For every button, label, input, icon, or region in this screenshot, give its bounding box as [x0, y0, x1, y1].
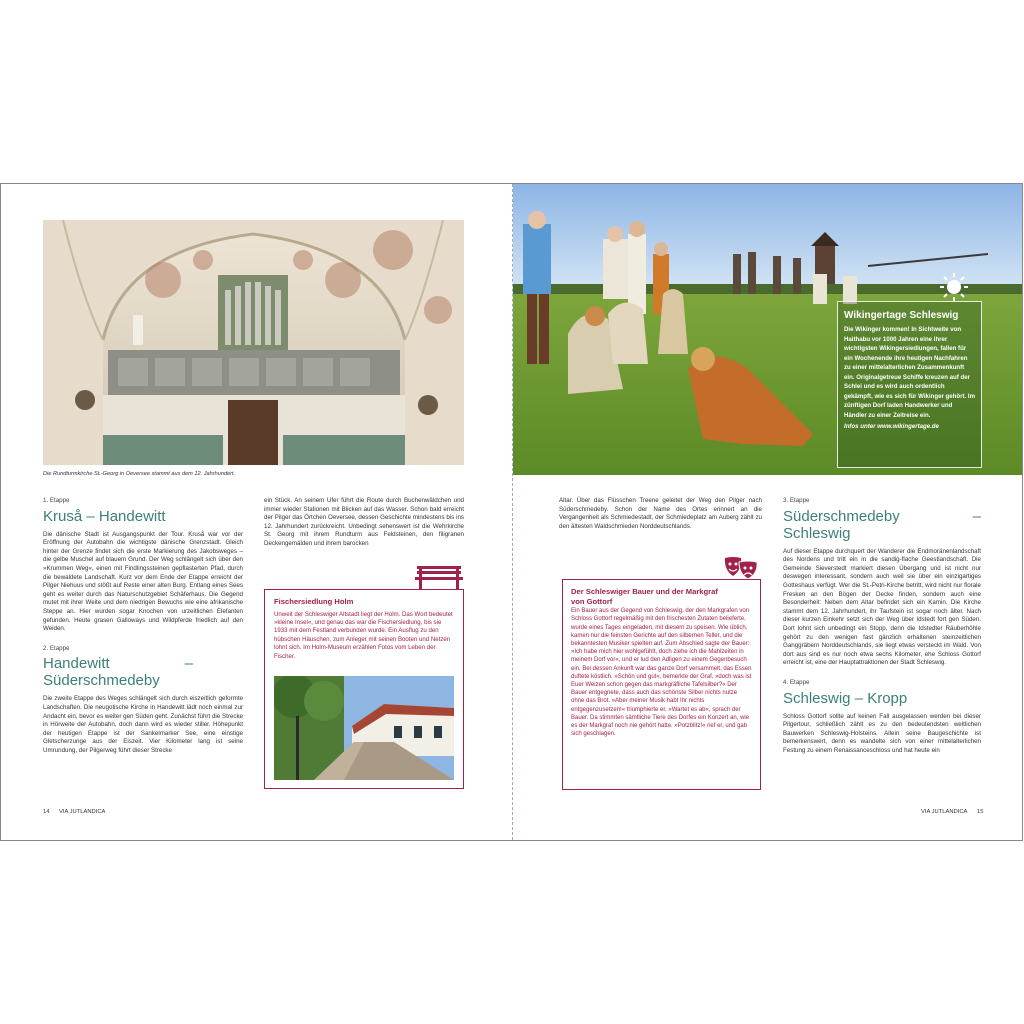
- stage-1-label: 1. Etappe: [43, 497, 70, 504]
- photo-caption: Die Rundturmkirche St.-Georg in Oeversee stammt aus dem 12. Jahrhundert.: [43, 471, 236, 477]
- right-column-2: [783, 497, 981, 755]
- holm-photo: [274, 676, 454, 780]
- left-running-head: VIA JUTLANDICA: [59, 809, 106, 815]
- right-column-1: [559, 497, 762, 531]
- stage-1-text: Die dänische Stadt ist Ausgangspunkt der Tour. Kruså war vor der Eröffnung der Autobahn die wichtigste dänische Grenzstadt. Gleich hinter der Grenze findet sich die erste Markierung des Jakobsweges – die gelbe Muschel auf blauem Grund. Der Weg schlängelt sich über den »Krummen Weg«, einen mit Findlingssteinen gepflasterten Pfad, durch die bewaldete Landschaft. Kurz vor dem Ende der Etappe erreicht der Pilger Niehuus und stößt auf Reste einer alten Burg. Entlang eines Sees geht es weiter durch das Naturschutzgebiet Schäferhaus. Die Gegend mutet mit ihrer Weite und dem niedrigen Bewuchs wie eine afrikanische Steppe an. Hier wurden sogar Knochen von urzeitlichen Elefanten gefunden. Heute grasen Galloways und Wildpferde friedlich auf den Weiden.: [43, 530, 243, 633]
- left-page-number: 14: [43, 809, 50, 815]
- right-running-head: VIA JUTLANDICA: [921, 809, 968, 815]
- info-box-holm: [264, 589, 464, 789]
- stage-4-text: Schloss Gottorf sollte auf keinen Fall ausgelassen werden bei dieser Pilgertour, schließlich zählt es zu den bedeutendsten weltlichen Bauwerken Schleswig-Holsteins. Allein seine Baugeschichte ist bemerkenswert, denn es wandelte sich von einer mittelalterlichen Festung zu einem Renaissanceschloss und hat heute ein: [783, 712, 981, 754]
- book-spread: [0, 183, 1023, 841]
- right-column-1-text: Altar. Über das Flüsschen Treene geleitet der Weg den Pilger nach Süderschmedeby. Schon der Name des Ortes erinnert an die Vergangenheit als Schmiedestadt, der Schmiedeplatz am Auberg zählt zu den ältesten Waldschmieden Norddeutschlands.: [559, 497, 762, 530]
- overlay-title: Wikingertage Schleswig: [844, 310, 959, 321]
- overlay-info: Infos unter www.wikingertage.de: [844, 423, 939, 430]
- stage-1-title: Kruså – Handewitt: [43, 507, 166, 525]
- box-text: Unweit der Schleswiger Altstadt liegt der Holm. Das Wort bedeutet »kleine Insel«, und genau das war die Fischersiedlung, bis sie 1933 mit dem Festland verbunden wurde. Ein Ausflug zu den hübschen Häuschen, zum Anleger mit seinen Booten und Netzen lohnt sich. Im Holm-Museum erzählen Fotos vom Leben der Fischer.: [274, 610, 453, 660]
- left-column-2: [264, 497, 464, 549]
- sun-icon: [939, 272, 969, 302]
- overlay-text: Die Wikinger kommen! In Sichtweite von Haithabu vor 1000 Jahren eine ihrer wichtigsten Wikingersiedlungen, fallen für ein Wochenende ihre heutigen Nachfahren zu einer mittelalterlichen Zusammenkunft ein. Originalgetreue Schiffe kreuzen auf der Schlei und es wird auch ordentlich gekämpft, wie es sich für Wikinger gehört. Im zünftigen Dorf laden Handwerker und Händler zu einer Zeitreise ein.: [844, 326, 975, 419]
- stage-3-text: Auf dieser Etappe durchquert der Wanderer die Endmoränenlandschaft des Nordens und tritt ein in die sandig-flache Geestlandschaft. Die Gemeinde Sieverstedt markiert diesen Übergang und ist nicht nur deswegen interessant, sondern auch weil sie über ein einzigartiges Gotteshaus verfügt. Wer die St.-Petri-Kirche betritt, wird nicht nur florale Fresken an den Bögen der Decke finden, sondern auch eine Besonderheit: Neben dem Altar befindet sich ein Kamin. Die Kirche stammt dem 12. Jahrhundert, ihr Taufstein ist sogar noch älter. Nach dieser kurzen Einkehr setzt sich der Weg über Idstedt fort gen Süden. Dort lohnt sich unbedingt ein Stopp, denn die Idstedter Räuberhöhle gehört zu den wenigen fast gänzlich erhaltenen steinzeitlichen Ganggräbern Norddeutschlands, sie liegt etwas versteckt im Wald. Von dort aus sind es nur noch etwa sechs Kilometer, ehe Schloss Gottorf erreicht ist, eine der Hauptattraktionen der Stadt Schleswig.: [783, 547, 981, 667]
- left-column-1: [43, 497, 243, 755]
- stage-3-title: Süderschmedeby – Schleswig: [783, 507, 981, 542]
- stage-2-label: 2. Etappe: [43, 644, 70, 652]
- bench-icon: [415, 564, 463, 590]
- right-page-number: 15: [977, 809, 984, 815]
- stage-3-label: 3. Etappe: [783, 497, 810, 504]
- column-2-text: ein Stück. An seinem Ufer führt die Route durch Buchenwäldchen und immer wieder Stationen mit Blicken auf das Wasser. Schon bald erreicht der Pilger das Örtchen Oeversee, dessen Geschichte mindestens bis ins 12. Jahrhundert zurückreicht. Unbedingt sehenswert ist die Wehrkirche St. Georg mit ihrem Rundturm aus Feldsteinen, den filigranen Deckengemälden und ihrem barocken: [264, 497, 464, 547]
- church-interior-image: [43, 220, 464, 465]
- stage-4-label: 4. Etappe: [783, 678, 810, 686]
- church-photo: [43, 220, 464, 465]
- box-title: Fischersiedlung Holm: [274, 597, 354, 606]
- stage-4-title: Schleswig – Kropp: [783, 689, 908, 707]
- info-box-bauer: [562, 579, 761, 790]
- theater-masks-icon: [723, 556, 759, 580]
- box-title: Der Schleswiger Bauer und der Markgraf von Gottorf: [571, 587, 718, 606]
- vikingertage-overlay: [837, 301, 982, 468]
- box-text: Ein Bauer aus der Gegend von Schleswig, der den Markgrafen von Schloss Gottorf regelmäßig mit den frischesten Zutaten belieferte, wurde eines Tages eingeladen, mit diesem zu speisen. Wie üblich, kamen nur die feinsten Gerichte auf den silbernen Teller, und die bekanntesten Musiker spielten auf. Zum Abschied sagte der Bauer: »Ich habe mich hier wohlgefühlt, doch ziehe ich die Mahlzeiten in meinem Dorf vor«, und er lud den Adligen zu einem Gegenbesuch ein. Bei dessen Ankunft war das ganze Dorf versammelt, das Essen duftete köstlich. »Schön und gut«, bemerkte der Graf, »doch was ist Euer Weizen schon gegen das markgräfliche Tafelsilber?« Der Bauer entgegnete, dass auch das schönste Silber nichts nutze ohne das Brot. »Aber meiner Musik habt Ihr nichts entgegenzusetzen!« triumphierte er. »Wartet es ab«, sprach der Bauer. Da stimmten sämtliche Tiere des Dorfes ein Konzert an, wie es der Markgraf noch nie gehört hatte. »Potzblitz!« rief er, und gab sich geschlagen.: [571, 608, 752, 738]
- stage-2-title: Handewitt – Süderschmedeby: [43, 655, 193, 690]
- stage-2-text: Die zweite Etappe des Weges schlängelt sich durch eiszeitlich geformte Landschaften. Die neugotische Kirche in Handewitt lädt noch einmal zur Andacht ein, bevor es weiter gen Süden geht. Zunächst führt die Strecke in Hörweite der Autobahn, doch dann wird es wieder stiller. Höhepunkt der heutigen Etappe ist der Sankelmarker See, eine einstige Gletscherzunge aus der Eiszeit. Vier Kilometer lang ist seine Umrundung, der Pilgerweg führt dieser Strecke: [43, 695, 243, 754]
